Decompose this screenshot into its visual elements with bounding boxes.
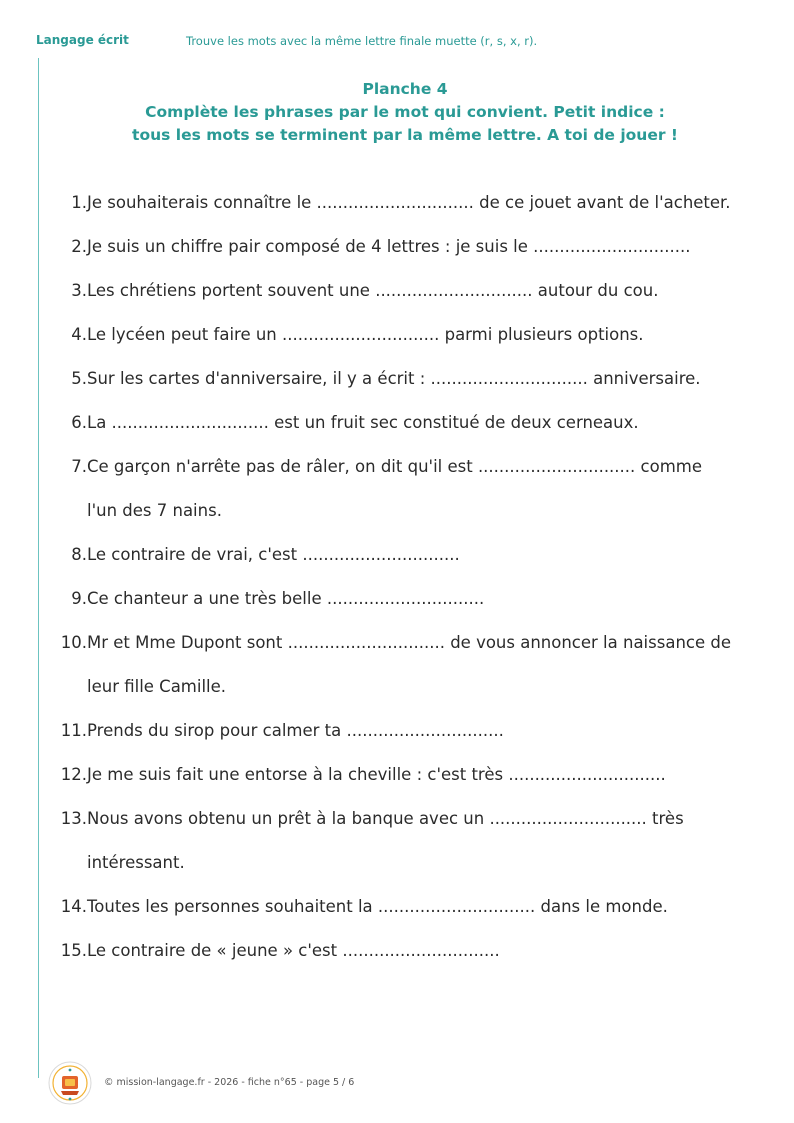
exercise-item: [56, 709, 781, 753]
item-number: 1.: [71, 193, 87, 212]
item-number: 10.: [60, 633, 87, 652]
exercise-item: [56, 533, 781, 577]
item-number: 7.: [71, 457, 87, 476]
item-sentence: [87, 577, 484, 621]
exercise-item: [56, 225, 781, 269]
sentence-line: Les chrétiens portent souvent une .............................. autour du cou.: [87, 281, 659, 300]
item-sentence: [87, 357, 701, 401]
item-number: 11.: [60, 721, 87, 740]
item-number: 12.: [60, 765, 87, 784]
sentence-line: Mr et Mme Dupont sont .............................. de vous annoncer la naissance de: [87, 633, 731, 652]
item-sentence: [87, 181, 731, 225]
item-number: 14.: [60, 897, 87, 916]
sentence-line: Ce garçon n'arrête pas de râler, on dit qu'il est .............................. comme: [87, 457, 702, 476]
exercise-item: [56, 885, 781, 929]
sentence-line: Le contraire de vrai, c'est ..............................: [87, 545, 460, 564]
subject-label: Langage écrit: [36, 33, 129, 47]
item-number: 5.: [71, 369, 87, 388]
sentence-line: Je souhaiterais connaître le .............................. de ce jouet avant de l'acheter.: [87, 193, 731, 212]
sentence-line: l'un des 7 nains.: [87, 501, 222, 520]
exercise-item: [56, 357, 781, 401]
sentence-line: Le lycéen peut faire un .............................. parmi plusieurs options.: [87, 325, 644, 344]
sentence-line: Ce chanteur a une très belle ..............................: [87, 589, 485, 608]
exercise-item: [56, 445, 781, 533]
item-sentence: [87, 269, 658, 313]
item-sentence: [87, 445, 702, 533]
exercise-item: [56, 797, 781, 885]
exercise-item: [56, 929, 781, 973]
item-sentence: [87, 401, 639, 445]
sentence-line: Toutes les personnes souhaitent la .............................. dans le monde.: [87, 897, 668, 916]
item-number: 15.: [60, 941, 87, 960]
item-sentence: [87, 709, 504, 753]
exercise-item: [56, 401, 781, 445]
sentence-line: intéressant.: [87, 853, 185, 872]
item-sentence: [87, 885, 668, 929]
sentence-line: Je suis un chiffre pair composé de 4 lettres : je suis le ..............................: [87, 237, 691, 256]
item-number: 13.: [60, 809, 87, 828]
exercise-item: [56, 269, 781, 313]
sentence-line: Prends du sirop pour calmer ta ..............................: [87, 721, 504, 740]
exercise-item: [56, 753, 781, 797]
item-sentence: [87, 621, 731, 709]
sentence-line: Sur les cartes d'anniversaire, il y a écrit : .............................. anniversaire.: [87, 369, 701, 388]
item-sentence: [87, 313, 644, 357]
footer-copyright: © mission-langage.fr - 2026 - fiche n°65 - page 5 / 6: [104, 1077, 355, 1088]
exercise-item: [56, 577, 781, 621]
item-number: 2.: [71, 237, 87, 256]
item-sentence: [87, 225, 691, 269]
exercise-list: [56, 181, 781, 973]
item-sentence: [87, 753, 666, 797]
sentence-line: Le contraire de « jeune » c'est ..............................: [87, 941, 500, 960]
exercise-item: [56, 621, 781, 709]
item-number: 6.: [71, 413, 87, 432]
item-number: 9.: [71, 589, 87, 608]
worksheet-description: Trouve les mots avec la même lettre finale muette (r, s, x, r).: [186, 34, 538, 48]
item-sentence: [87, 929, 500, 973]
item-sentence: [87, 533, 460, 577]
item-number: 8.: [71, 545, 87, 564]
item-sentence: [87, 797, 684, 885]
page-title: [60, 78, 750, 147]
sentence-line: Je me suis fait une entorse à la cheville : c'est très ..............................: [87, 765, 666, 784]
title-line-1: Planche 4: [362, 80, 448, 98]
item-number: 3.: [71, 281, 87, 300]
mission-langage-logo: [48, 1061, 92, 1105]
margin-rule: [38, 58, 39, 1078]
sentence-line: Nous avons obtenu un prêt à la banque avec un .............................. très: [87, 809, 684, 828]
title-line-3: tous les mots se terminent par la même lettre. A toi de jouer !: [132, 126, 678, 144]
sentence-line: La .............................. est un fruit sec constitué de deux cerneaux.: [87, 413, 639, 432]
exercise-item: [56, 313, 781, 357]
sentence-line: leur fille Camille.: [87, 677, 227, 696]
title-line-2: Complète les phrases par le mot qui convient. Petit indice :: [145, 103, 665, 121]
exercise-item: [56, 181, 781, 225]
item-number: 4.: [71, 325, 87, 344]
